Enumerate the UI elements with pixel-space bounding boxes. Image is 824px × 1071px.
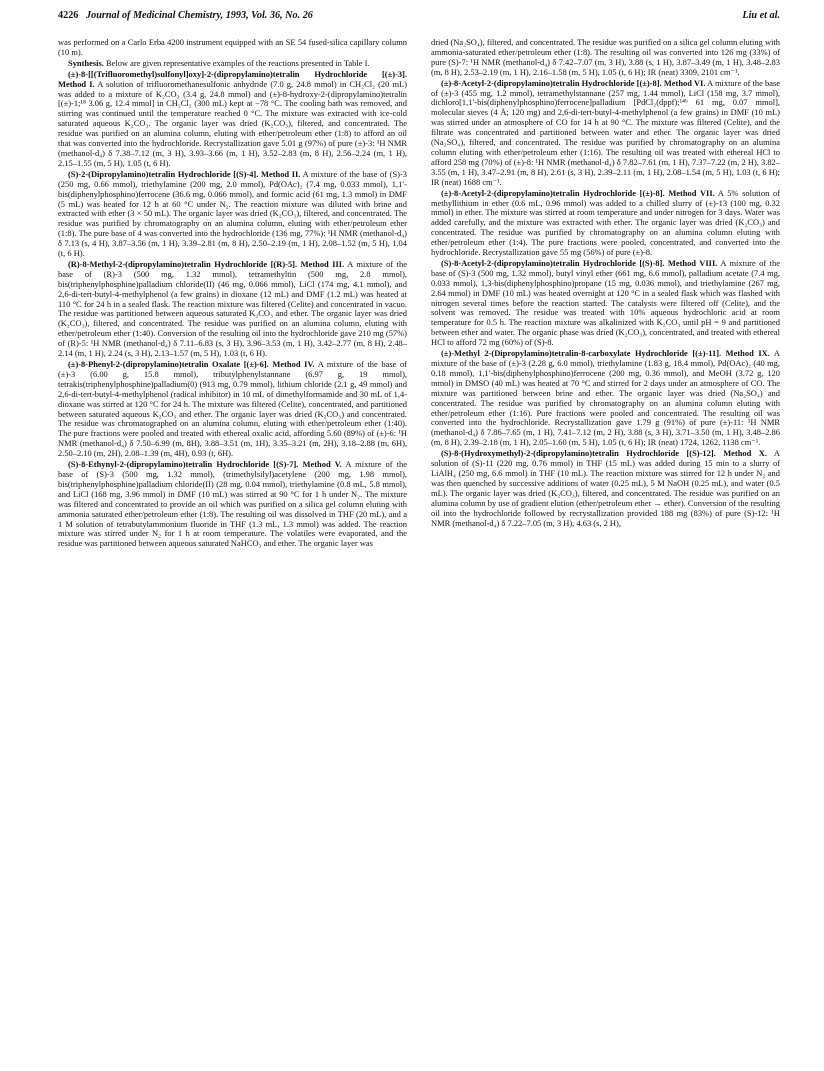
compound-heading: (±)-Methyl 2-(Dipropylamino)tetralin-8-carboxylate Hydrochloride [(±)-11]. [441,348,722,359]
compound-heading: (±)-8-Phenyl-2-(dipropylamino)tetralin Oxalate [(±)-6]. [68,359,269,369]
compound-heading: (S)-2-(Dipropylamino)tetralin Hydrochloride [(S)-4]. [68,168,259,179]
compound-heading: (S)-8-Acetyl-2-(dipropylamino)tetralin Hydrochloride [(S)-8]. [441,257,665,268]
method-label: Method I. [58,78,95,89]
procedure-paragraph [58,59,407,69]
method-label: Method V. [302,459,342,470]
procedure-paragraph [58,260,407,359]
paragraph-text: A mixture of the base of (S)-3 (500 mg, 1.32 mmol), (trimethylsilyl)acetylene (200 mg, 1.98 mmol), bis(triphenylphosphine)palladium chloride(II) (28 mg, 0.04 mmol), triethylamine (0.8 mL, 5.8 mmol), and LiCl (168 mg, 3.96 mmol) in DMF (10 mL) was stirred at 90 °C for 1 h under N₂. The mixture was filtered and concentrated to provide an oil which was purified on a silica gel column eluting with ammonia saturated ether/petroleum ether (1:8). The resulting oil was dissolved in THF (20 mL), and a 1 M solution of tetrabutylammonium fluoride in THF (1.3 mL, 1.3 mmol) was added. The reaction mixture was stirred under N₂ for 1 h at room temperature. The volatiles were evaporated, and the residue was partitioned between aqueous saturated NaHCO₃ and ether. The organic layer was [58,459,408,549]
method-label: Method VIII. [667,257,718,268]
paragraph-text: A mixture of the base of (S)-3 (250 mg, 0.66 mmol), triethylamine (200 mg, 2.0 mmol), Pd(OAc)₂ (7.4 mg, 0.033 mmol), 1,1′-bis(diphenylphosphino)ferrocene (36.6 mg, 0.066 mmol), and formic acid (61 mg, 1.3 mmol) in DMF (5 mL) was heated for 12 h at 60 °C under N₂. The reaction mixture was diluted with brine and extracted with ether (3 × 50 mL). The organic layer was dried (K₂CO₃), filtered, and concentrated. The residue was purified by chromatography on an alumina column, eluting with ether/petroleum ether (1:8). The pure base of 4 was converted into the hydrochloride (136 mg, 77%): ¹H NMR (methanol-d₄) δ 7.13 (s, 4 H), 3.87–3.56 (m, 1 H), 3.39–2.81 (m, 8 H), 2.50–2.19 (m, 1 H), 2.08–1.52 (m, 5 H), 1.04 (t, 6 H). [58,168,407,259]
paragraph-text: A solution of trifluoromethanesulfonic anhydride (7.0 g, 24.8 mmol) in CH₂Cl₂ (20 mL) was added to a mixture of K₂CO₃ (3.4 g, 24.8 mmol) and (±)-8-hydroxy-2-(dipropylamino)tetralin [(±)-1;¹⁸ 3.06 g, 12.4 mmol] in CH₂Cl₂ (300 mL) kept at −78 °C. The cooling bath was removed, and stirring was continued until the temperature reached 0 °C. The mixture was extracted with ice-cold saturated aqueous K₂CO₃. The organic layer was dried (K₂CO₃), filtered, and concentrated. The residue was purified on an alumina column, eluting with ether/petroleum ether (1:8) to afford an oil that was converted into the hydrochloride. Recrystallization gave 5.01 g (97%) of pure (±)-3: ¹H NMR (methanol-d₄) δ 7.38–7.12 (m, 3 H), 3.93–3.66 (m, 1 H), 3.52–2.83 (m, 8 H), 2.56–2.24 (m, 1 H), 2.15–1.55 (m, 5 H), 1.05 (t, 6 H). [58,78,408,168]
method-label: Method III. [300,258,345,269]
method-label: Method X. [723,448,767,459]
method-label: Method VII. [668,187,715,198]
right-column [431,38,780,1068]
paragraph-text: A mixture of the base of (±)-3 (6.00 g, 15.8 mmol), tributylphenylstannane (6.97 g, 19 mmol), tetrakis(triphenylphosphine)palladium(0) (913 mg, 0.79 mmol), lithium chloride (2.1 g, 49 mmol) and 2,6-di-tert-butyl-4-methylphenol (radical inhibitor) in 10 mL of dimethylformamide and 30 mL of 1,4-dioxane was stirred at 120 °C for 24 h. The mixture was filtered (Celite), concentrated, and partitioned between saturated aqueous K₂CO₃ and ether. The organic layer was dried (K₂CO₃) and concentrated. The residue was chromatographed on an alumina column, eluting with ether/petroleum ether (1:40). The pure fractions were pooled and treated with ethereal oxalic acid, affording 5.60 (89%) of (±)-6: ¹H NMR (methanol-d₄) δ 7.50–6.99 (m, 8H), 3.88–3.51 (m, 1H), 3.35–3.21 (m, 2H), 3.18–2.88 (m, 6H), 2.50–2.10 (m, 2H), 2.08–1.39 (m, 4H), 0.93 (t, 6H). [58,359,407,459]
running-header [58,10,780,26]
procedure-paragraph [431,349,780,448]
journal-citation: Journal of Medicinal Chemistry, 1993, Vol. 36, No. 26 [86,10,313,21]
procedure-paragraph [58,460,407,549]
paragraph-text: was performed on a Carlo Erba 4200 instrument equipped with an SE 54 fused-silica capillary column (10 m). [58,37,407,57]
procedure-paragraph [431,189,780,258]
procedure-paragraph [58,360,407,459]
running-author: Liu et al. [742,10,780,21]
procedure-paragraph [431,79,780,188]
page-number: 4226 [58,10,79,21]
left-column [58,38,407,1068]
method-label: Method IV. [272,359,315,369]
paragraph-text: A mixture of the base of (±)-3 (455 mg, 1.2 mmol), tetramethylstannane (257 mg, 1.44 mmol), LiCl (158 mg, 3.7 mmol), dichloro[1,1′-bis(diphenylphosphino)ferrocene]palladium [PdCl₂(dppf);¹⁴ᵇ 61 mg, 0.07 mmol], molecular sieves (4 Å; 120 mg) and 2,6-di-tert-butyl-4-methylphenol (a few grains) in DMF (10 mL) was stirred under an atmosphere of CO for 14 h at 90 °C. The mixture was filtered (Celite), and the filtrate was concentrated and partitioned between water and ether. The organic layer was dried (Na₂SO₄), filtered, and concentrated. The residue was purified by chromatography on an alumina column eluting with ether/petroleum ether (1:16). The resulting oil was treated with ethereal HCl to afford 258 mg (70%) of (±)-8: ¹H NMR (methanol-d₄) δ 7.82–7.61 (m, 1 H), 7.37–7.22 (m, 2 H), 3.82–3.55 (m, 1 H), 3.47–2.91 (m, 8 H), 2.61 (s, 3 H), 2.39–2.11 (m, 1 H), 2.08–1.54 (m, 5 H), 1.03 (t, 6 H); IR (neat) 1688 cm⁻¹. [431,77,780,187]
continued-paragraph [431,38,780,78]
continued-paragraph [58,38,407,58]
procedure-paragraph [58,170,407,259]
paragraph-text: A 5% solution of methyllithium in ether (0.6 mL, 0.96 mmol) was added to a chilled slurry of (±)-13 (100 mg, 0.32 mmol) in ether. The mixture was stirred at room temperature and under nitrogen for 3 days. Water was added carefully, and the mixture was extracted with ether. The organic layer was dried (K₂CO₃) and concentrated. The residue was purified by chromatography on an alumina column eluting with ether/petroleum ether (1:4). The pure fractions were pooled, concentrated, and converted into the hydrochloride. Recrystallization gave 55 mg (56%) of pure (±)-8. [431,187,780,258]
paragraph-text: A mixture of the base of (S)-3 (500 mg, 1.32 mmol), butyl vinyl ether (661 mg, 6.6 mmol), palladium acetate (7.4 mg, 0.033 mmol), 1,3-bis(diphenylphosphino)propane (15 mg, 0.036 mmol), and triethylamine (267 mg, 2.64 mmol) in DMF (10 mL) was heated overnight at 120 °C in a sealed flask which was flashed with nitrogen several times before the reaction started. The catalysts were filtered off (Celite), and the solvent was removed. The residue was treated with 10% aqueous hydrochloric acid at room temperature for 0.5 h. The reaction mixture was alkalinized with K₂CO₃ until pH = 9 and partitioned between ether and water. The organic phase was dried (K₂CO₃), concentrated, and treated with ethereal HCl to afford 72 mg (60%) of (S)-8. [431,257,780,348]
journal-page [58,10,780,1060]
paragraph-text: A mixture of the base of (±)-3 (2.28 g, 6.0 mmol), triethylamine (1.83 g, 18.4 mmol), Pd(OAc)₂ (40 mg, 0.18 mmol), 1,1′-bis(diphenylphosphino)ferrocene (200 mg, 0.36 mmol), and MeOH (3.72 g, 120 mmol) in DMSO (40 mL) was heated at 70 °C and stirred for 2 days under an atmosphere of CO. The mixture was partitioned between brine and ether. The organic layer was dried (Na₂SO₄) and concentrated. The residue was purified by chromatography on an alumina column eluting with ether/petroleum ether (1:16). Pure fractions were pooled and concentrated. The resulting oil was converted into the hydrochloride. Recrystallization gave 1.79 g (91%) of pure (±)-11: ¹H NMR (methanol-d₄) δ 7.86–7.65 (m, 1 H), 7.41–7.12 (m, 2 H), 3.88 (s, 3 H), 3.71–3.50 (m, 1 H), 3.48–2.86 (m, 8 H), 2.39–2.18 (m, 1 H), 2.05–1.60 (m, 5 H), 1.05 (t, 6 H); IR (neat) 1724, 1262, 1138 cm⁻¹. [431,348,780,448]
paragraph-text: A solution of (S)-11 (220 mg, 0.76 mmol) in THF (15 mL) was added during 15 min to a slurry of LiAlH₄ (250 mg, 6.6 mmol) in THF (10 mL). The reaction mixture was stirred for 12 h under N₂ and was then quenched by successive additions of water (0.25 mL), 5 M NaOH (0.25 mL), and water (0.5 mL). The organic layer was dried (K₂CO₃), filtered, and concentrated. The residue was purified on an alumina column by use of gradient elution (ether/petroleum ether → ether). Conversion of the resulting oil into the hydrochloride followed by recrystallization provided 188 mg (83%) of pure (S)-12: ¹H NMR (methanol-d₄) δ 7.22–7.05 (m, 3 H), 4.63 (s, 2 H), [431,448,780,528]
paragraph-text: Below are given representative examples of the reactions presented in Table I. [105,57,370,68]
compound-heading: (R)-8-Methyl-2-(dipropylamino)tetralin Hydrochloride [(R)-5]. [68,258,298,269]
procedure-paragraph [58,70,407,169]
method-label: Method IX. [725,348,770,359]
procedure-paragraph [431,259,780,348]
compound-heading: Synthesis. [68,57,104,68]
procedure-paragraph [431,449,780,528]
method-label: Method VI. [663,77,706,88]
method-label: Method II. [260,168,301,179]
compound-heading: (S)-8-Ethynyl-2-(dipropylamino)tetralin Hydrochloride [(S)-7]. [68,459,299,470]
paragraph-text: dried (Na₂SO₄), filtered, and concentrated. The residue was purified on a silica gel column eluting with ammonia-saturated ether/petroleum ether (1:8). The resulting oil was converted into 126 mg (33%) of pure (S)-7: ¹H NMR (methanol-d₄) δ 7.42–7.07 (m, 3 H), 3.88 (s, 1 H), 3.87–3.49 (m, 1 H), 3.48–2.83 (m, 8 H), 2.53–2.19 (m, 1 H), 2.16–1.58 (m, 5 H), 1.05 (t, 6 H); IR (neat) 3309, 2101 cm⁻¹. [431,37,780,77]
compound-heading: (±)-8-[[(Trifluoromethyl)sulfonyl]oxy]-2-(dipropylamino)tetralin Hydrochloride [(±)-3]. [68,68,407,79]
compound-heading: (±)-8-Acetyl-2-(dipropylamino)tetralin Hydrochloride [(±)-8]. [441,187,665,198]
paragraph-text: A mixture of the base of (R)-3 (500 mg, 1.32 mmol), tetramethyltin (500 mg, 2.8 mmol), bis(triphenylphosphine)palladium chloride(II) (46 mg, 0.066 mmol), LiCl (174 mg, 4.1 mmol), and 2,6-di-tert-butyl-4-methylphenol (a few grains) in dioxane (12 mL) and DMF (1.2 mL) was heated at 110 °C for 24 h in a sealed flask. The reaction mixture was filtered (Celite) and concentrated in vacuo. The residue was partitioned between aqueous saturated K₂CO₃ and ether. The organic layer was dried (K₂CO₃), filtered, and concentrated. The residue was purified on an alumina column, eluting with ether/petroleum ether (1:40). Conversion of the resulting oil into the hydrochloride gave 210 mg (57%) of (R)-5: ¹H NMR (methanol-d₄) δ 7.11–6.83 (s, 3 H), 3.96–3.53 (m, 1 H), 3.42–2.77 (m, 8 H), 2.48–2.14 (m, 1 H), 2.24 (s, 3 H), 2.13–1.57 (m, 5 H), 1.03 (t, 6 H). [58,258,407,359]
compound-heading: (S)-8-(Hydroxymethyl)-2-(dipropylamino)tetralin Hydrochloride [(S)-12]. [441,448,716,459]
compound-heading: (±)-8-Acetyl-2-(dipropylamino)tetralin Hydrochloride [(±)-8]. [441,77,662,88]
